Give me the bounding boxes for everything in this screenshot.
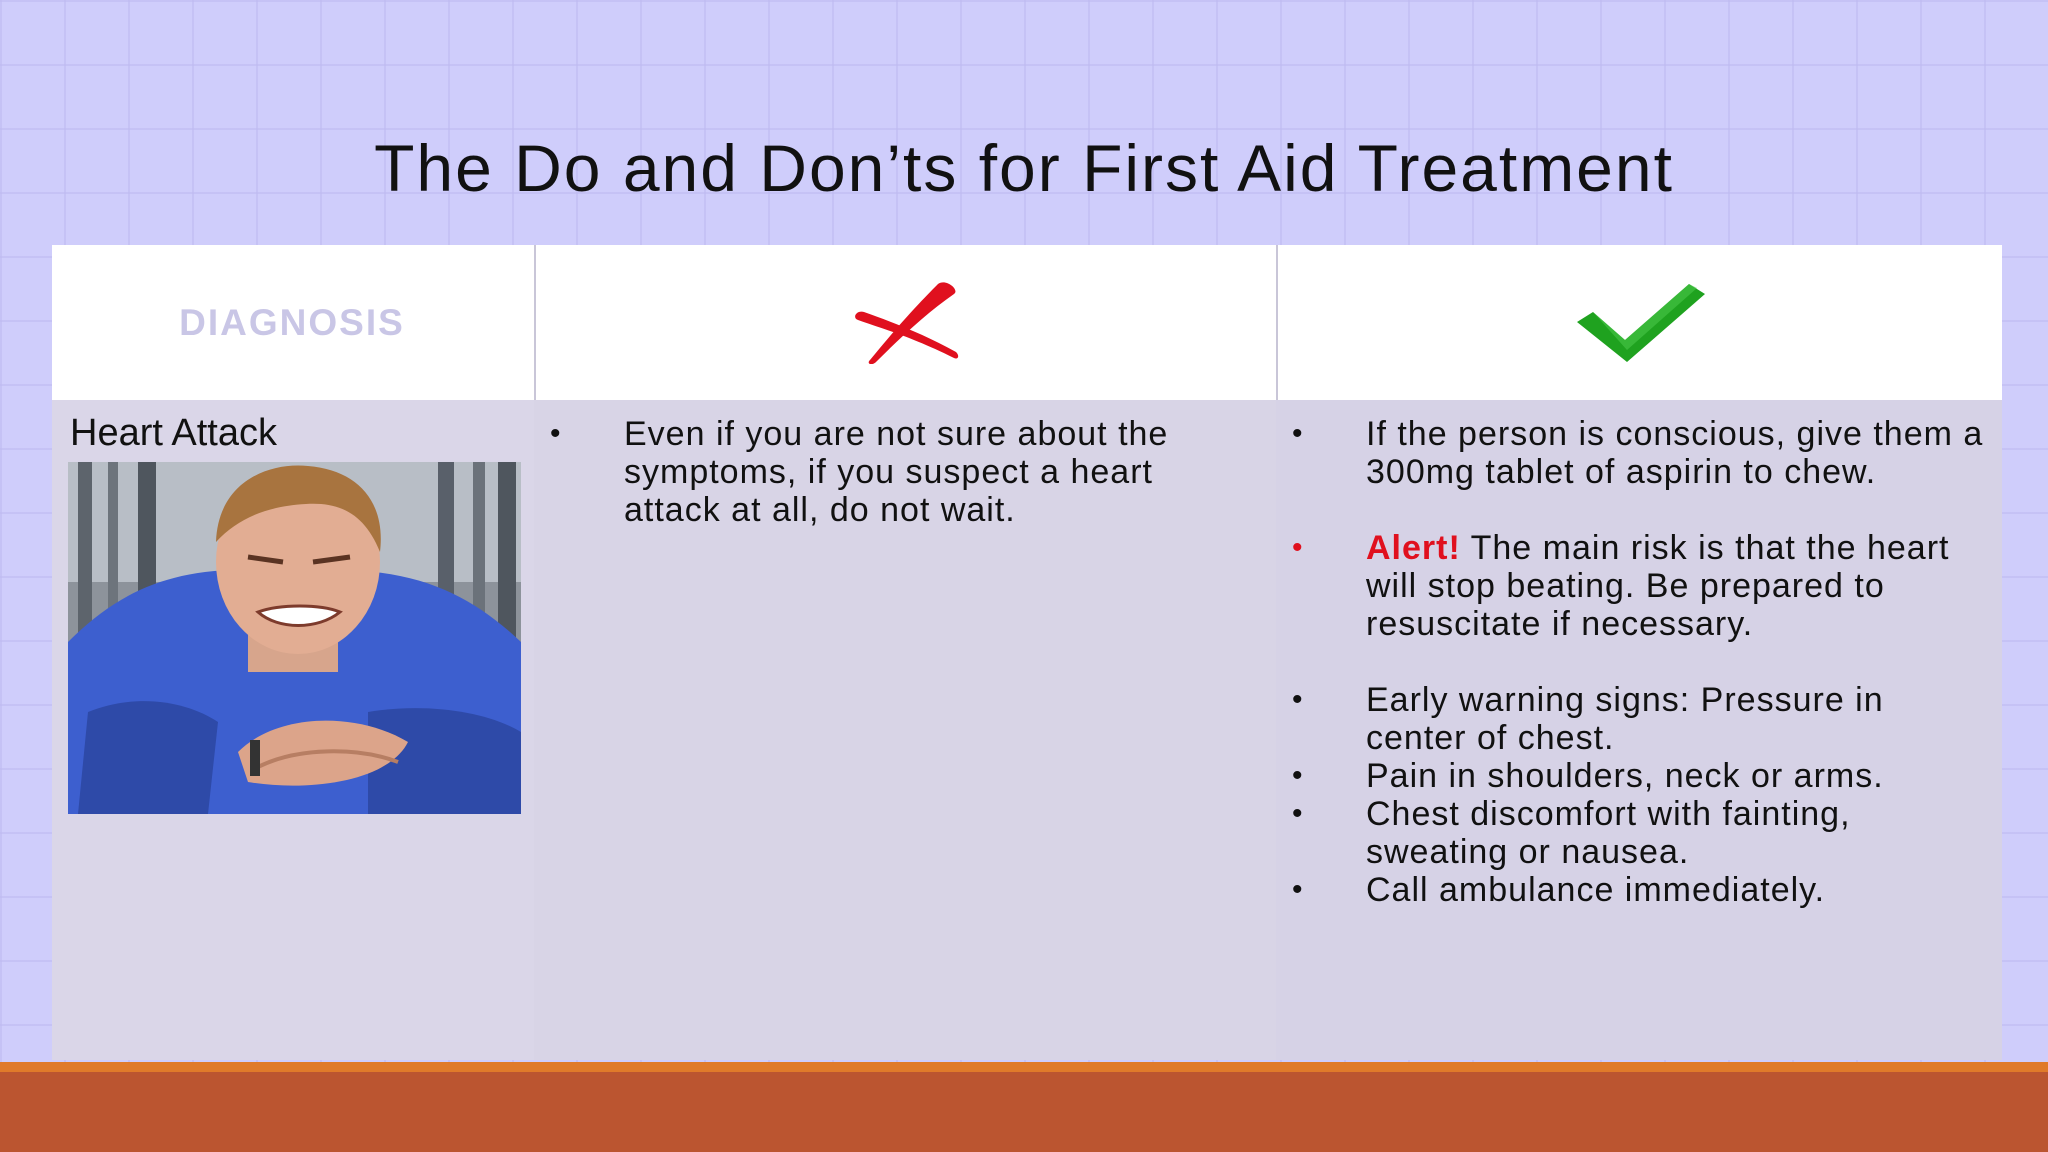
do-item-text: Call ambulance immediately.	[1366, 871, 1826, 909]
list-item	[1276, 871, 1986, 909]
alert-text: The main risk is that the heart will stop beating. Be prepared to resuscitate if necessary.	[1366, 529, 1950, 643]
diagnosis-header: DIAGNOSIS	[179, 302, 405, 343]
dont-list	[534, 415, 1254, 529]
table-header-row	[52, 245, 2002, 400]
list-item	[1276, 681, 1986, 757]
condition-label: Heart Attack	[70, 412, 277, 454]
dont-header-cell	[536, 245, 1276, 400]
list-item	[534, 415, 1254, 529]
slide-title: The Do and Don’ts for First Aid Treatment	[374, 131, 1674, 205]
footer-bar	[0, 1062, 2048, 1152]
bullet-icon: •	[1292, 797, 1304, 830]
check-mark-icon	[1573, 282, 1707, 364]
bullet-icon: •	[1292, 683, 1304, 716]
list-item	[1276, 757, 1986, 795]
list-item	[1276, 415, 1986, 491]
bullet-icon: •	[1292, 531, 1304, 564]
bullet-icon: •	[1292, 873, 1304, 906]
x-mark-icon	[850, 282, 962, 364]
alert-label: Alert!	[1366, 529, 1461, 567]
do-item-text: Chest discomfort with fainting, sweating or nausea.	[1366, 795, 1851, 871]
bullet-icon: •	[550, 417, 562, 450]
do-header-cell	[1278, 245, 2002, 400]
do-item-text: Early warning signs: Pressure in center of chest.	[1366, 681, 1884, 757]
list-item	[1276, 529, 1986, 643]
do-list	[1276, 415, 1986, 909]
list-item	[1276, 795, 1986, 871]
do-item-text: If the person is conscious, give them a 300mg tablet of aspirin to chew.	[1366, 415, 1984, 491]
bullet-icon: •	[1292, 759, 1304, 792]
do-column	[1276, 400, 2002, 1060]
man-clutching-chest-photo	[68, 462, 521, 814]
do-item-text: Pain in shoulders, neck or arms.	[1366, 757, 1884, 795]
dont-item-text: Even if you are not sure about the symptoms, if you suspect a heart attack at all, do not wait.	[624, 415, 1169, 529]
do-dont-table	[52, 245, 2002, 1060]
bullet-icon: •	[1292, 417, 1304, 450]
dont-column	[534, 400, 1276, 1060]
